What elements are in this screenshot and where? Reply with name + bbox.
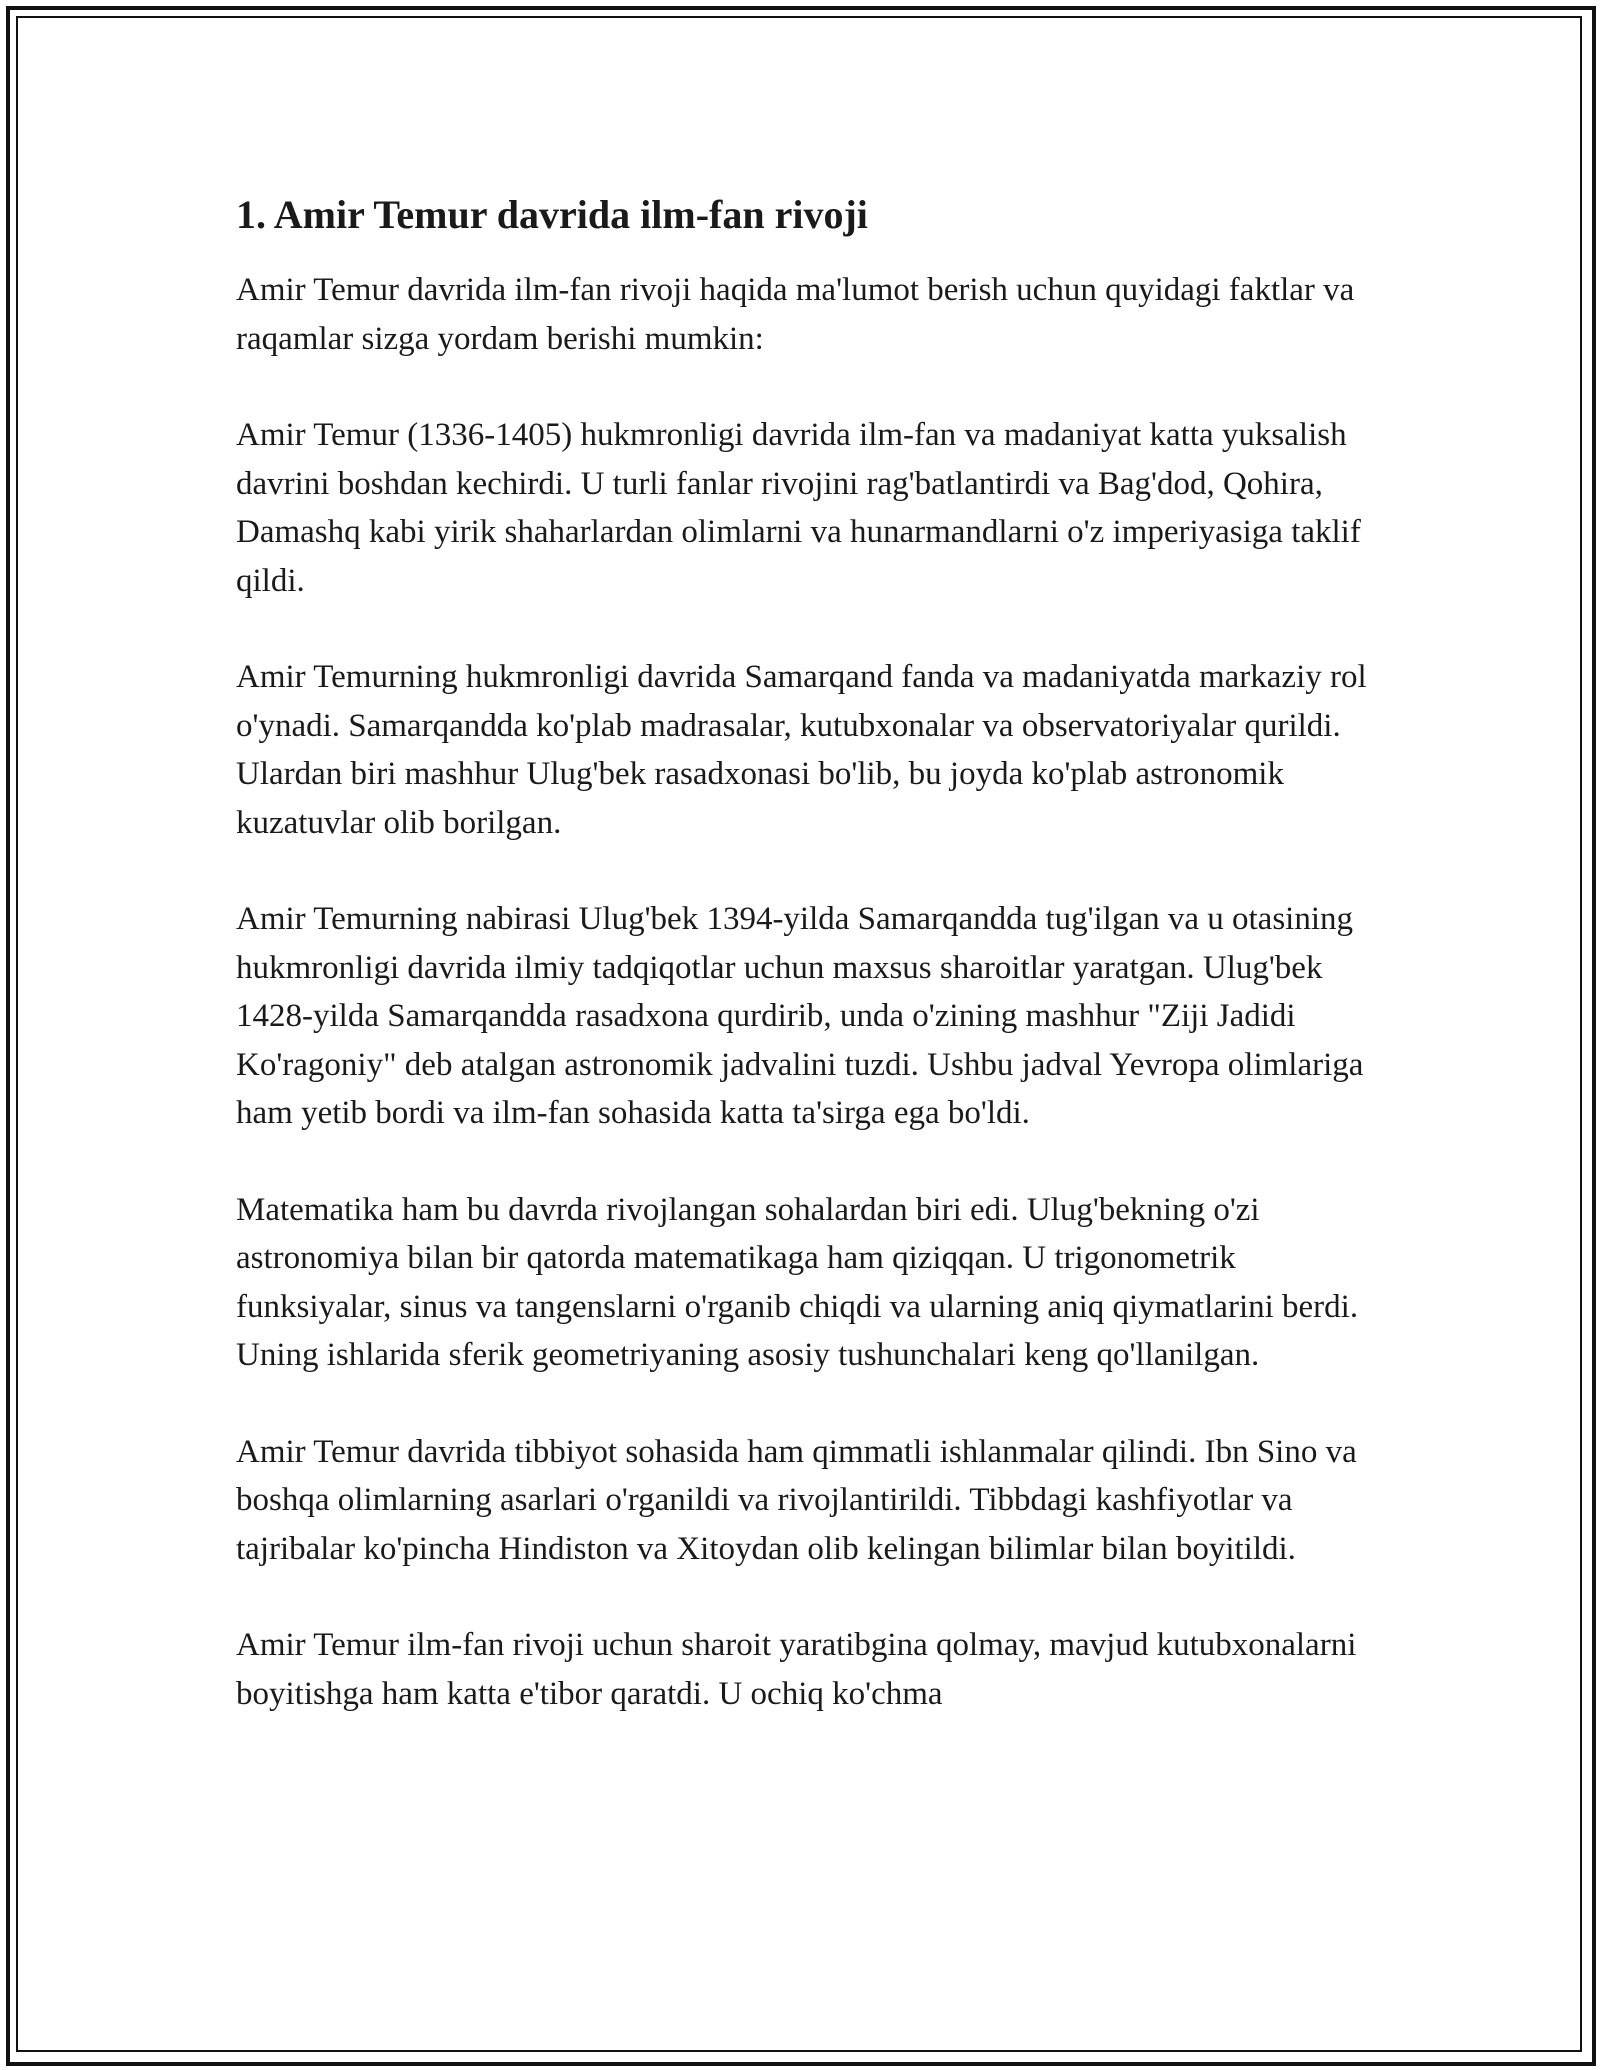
paragraph-libraries: Amir Temur ilm-fan rivoji uchun sharoit yaratibgina qolmay, mavjud kutubxonalarni boyitishga ham katta e'tibor qaratdi. U ochiq ko'chma (236, 1627, 1357, 1712)
paragraph-intro: Amir Temur davrida ilm-fan rivoji haqida ma'lumot berish uchun quyidagi faktlar va raqamlar sizga yordam berishi mumkin: (236, 272, 1355, 357)
paragraph-mathematics: Matematika ham bu davrda rivojlangan sohalardan biri edi. Ulug'bekning o'zi astronomiya bilan bir qatorda matematikaga ham qiziqqan. U trigonometrik funksiyalar, sinus va tangenslarni o'rganib chiqdi va ularning aniq qiymatlarini berdi. Uning ishlarida sferik geometriyaning asosiy tushunchalari keng qo'llanilgan. (236, 1191, 1359, 1373)
paragraph-samarkand: Amir Temurning hukmronligi davrida Samarqand fanda va madaniyatda markaziy rol o'ynadi. Samarqandda ko'plab madrasalar, kutubxonalar va observatoriyalar qurildi. Ulardan biri mashhur Ulug'bek rasadxonasi bo'lib, bu joyda ko'plab astronomik kuzatuvlar olib borilgan. (236, 659, 1367, 841)
paragraph-reign: Amir Temur (1336-1405) hukmronligi davrida ilm-fan va madaniyat katta yuksalish davrini boshdan kechirdi. U turli fanlar rivojini rag'batlantirdi va Bag'dod, Qohira, Damashq kabi yirik shaharlardan olimlarni va hunarmandlarni o'z imperiyasiga taklif qildi. (236, 417, 1361, 599)
document-title: 1. Amir Temur davrida ilm-fan rivoji (236, 192, 868, 237)
paragraph-medicine: Amir Temur davrida tibbiyot sohasida ham qimmatli ishlanmalar qilindi. Ibn Sino va boshqa olimlarning asarlari o'rganildi va rivojlantirildi. Tibbdagi kashfiyotlar va tajribalar ko'pincha Hindiston va Xitoydan olib kelingan bilimlar bilan boyitildi. (236, 1433, 1357, 1567)
document-body (236, 186, 1376, 1766)
paragraph-ulugbek: Amir Temurning nabirasi Ulug'bek 1394-yilda Samarqandda tug'ilgan va u otasining hukmronligi davrida ilmiy tadqiqotlar uchun maxsus sharoitlar yaratgan. Ulug'bek 1428-yilda Samarqandda rasadxona qurdirib, unda o'zining mashhur "Ziji Jadidi Ko'ragoniy" deb atalgan astronomik jadvalini tuzdi. Ushbu jadval Yevropa olimlariga ham yetib bordi va ilm-fan sohasida katta ta'sirga ega bo'ldi. (236, 901, 1364, 1131)
